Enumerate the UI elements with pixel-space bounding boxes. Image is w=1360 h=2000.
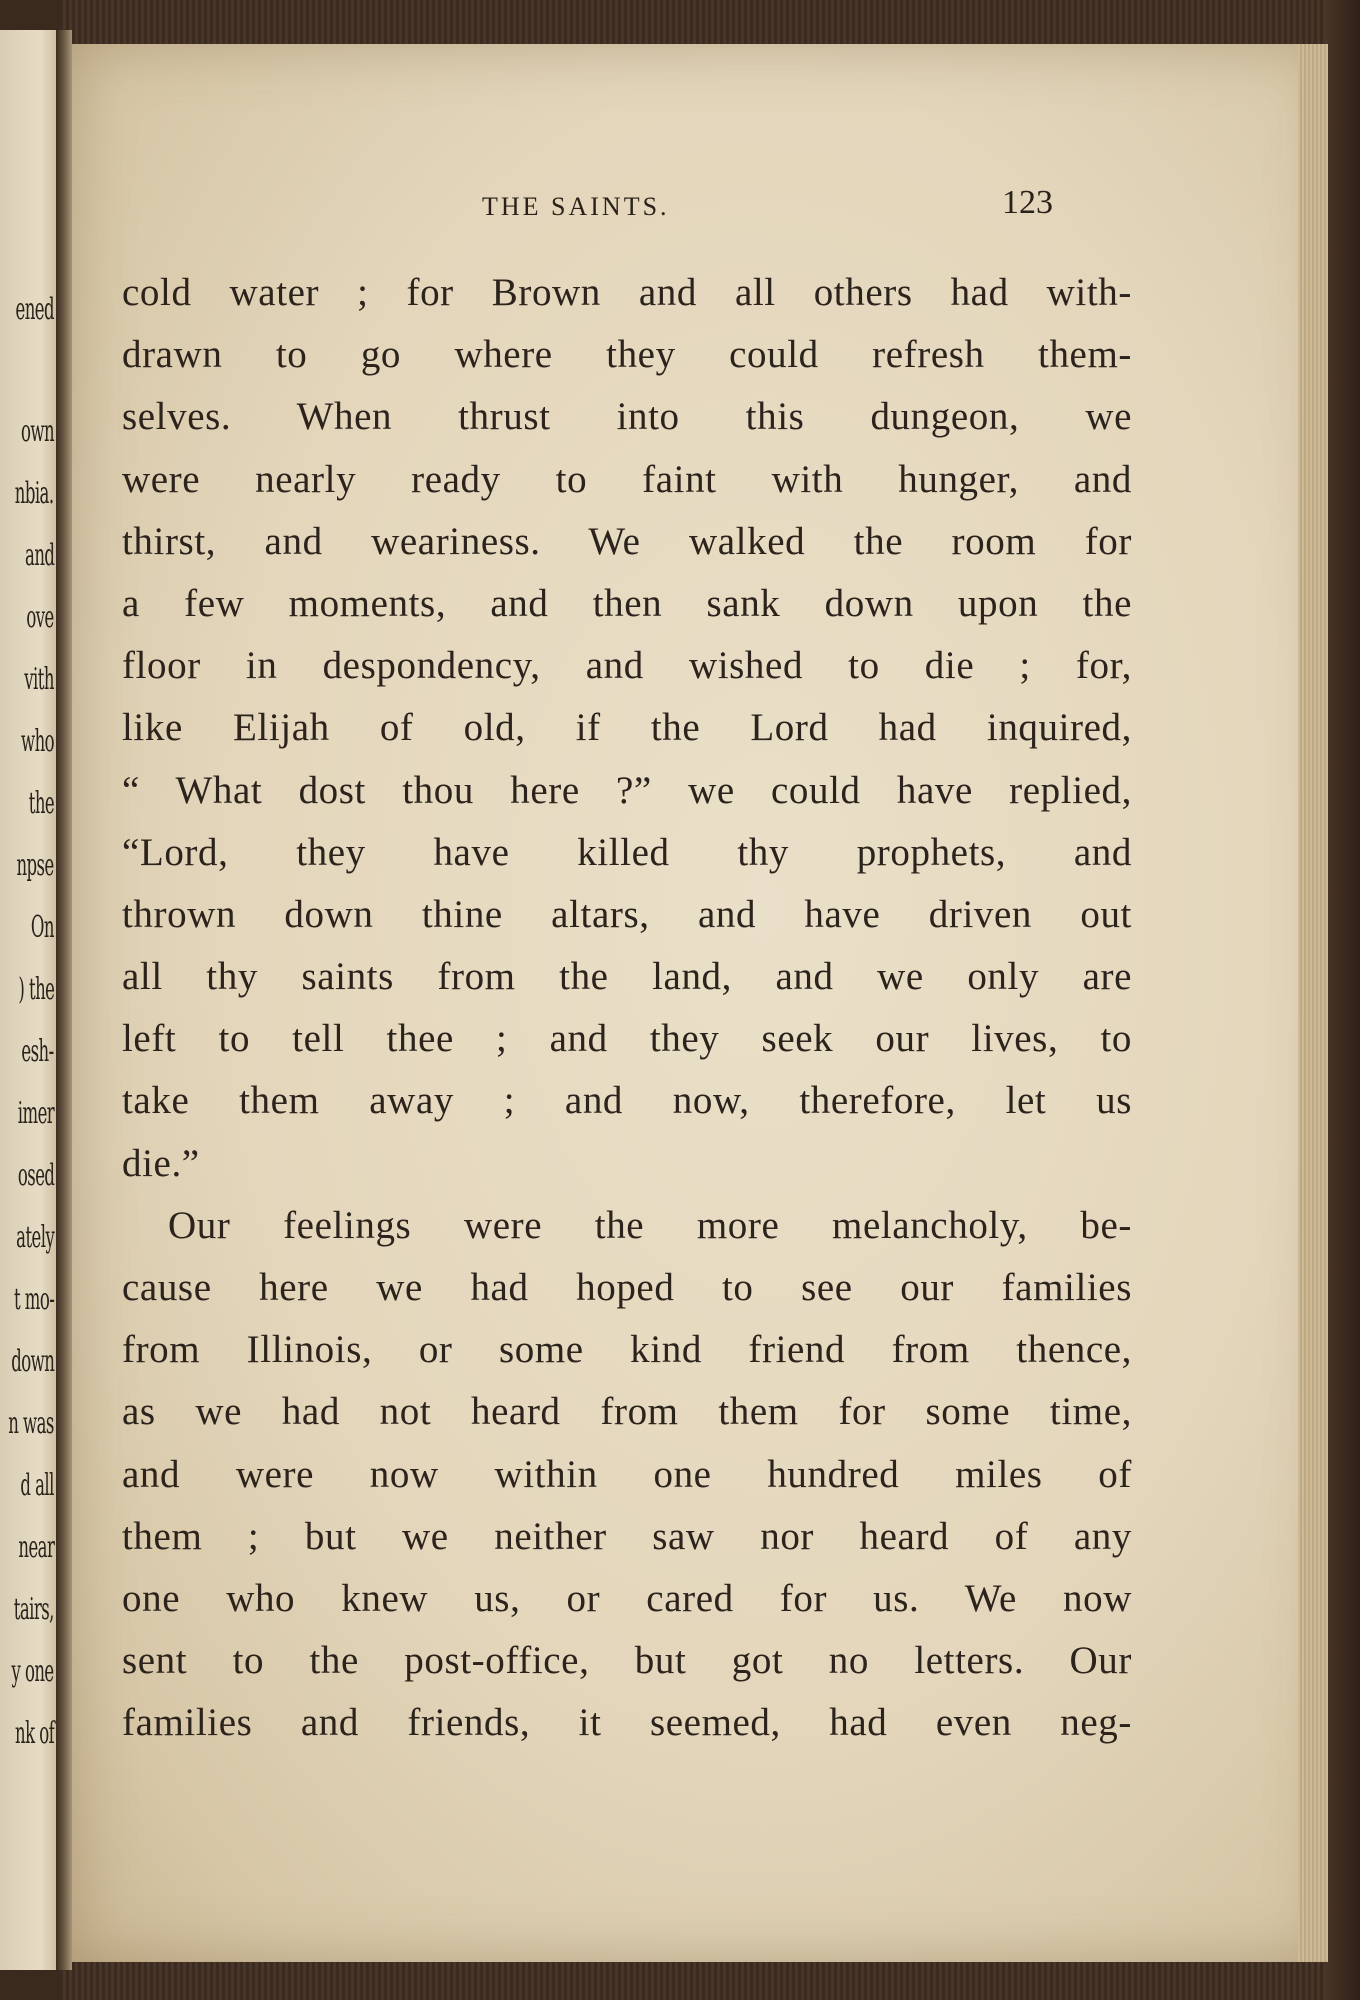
previous-page-fragment: who: [20, 724, 54, 759]
text-line: floor in despondency, and wished to die ; for,: [122, 644, 1132, 688]
text-line: from Illinois, or some kind friend from thence,: [122, 1328, 1132, 1372]
previous-page-fragment: t mo-: [13, 1282, 54, 1317]
previous-page-fragment: npse: [16, 848, 54, 883]
text-line: thirst, and weariness. We walked the room for: [122, 519, 1132, 563]
previous-page-fragment: nbia.: [15, 476, 54, 511]
previous-page-fragment: ) the: [18, 972, 54, 1007]
text-line: sent to the post-office, but got no letters. Our: [122, 1639, 1132, 1683]
previous-page-fragment: own: [20, 414, 54, 449]
text-line: “Lord, they have killed thy prophets, and: [122, 830, 1132, 874]
text-line: cause here we had hoped to see our families: [122, 1266, 1132, 1309]
previous-page-fragment: y one: [11, 1654, 54, 1689]
page-number: 123: [1002, 184, 1053, 221]
text-line: all thy saints from the land, and we only are: [122, 955, 1132, 999]
previous-page-fragment: nk of: [14, 1716, 54, 1751]
text-line: were nearly ready to faint with hunger, and: [122, 457, 1132, 501]
paragraph-1: [122, 262, 1132, 1195]
text-line: selves. When thrust into this dungeon, we: [122, 395, 1132, 439]
running-head-title: THE SAINTS.: [482, 192, 670, 221]
text-line: left to tell thee ; and they seek our lives, to: [122, 1017, 1132, 1061]
text-line: Our feelings were the more melancholy, be-: [168, 1203, 1132, 1247]
text-line: like Elijah of old, if the Lord had inquired,: [122, 706, 1132, 750]
previous-page-fragment: tairs,: [13, 1592, 54, 1627]
previous-page-fragment: down: [10, 1344, 54, 1379]
previous-page-fragment: the: [28, 786, 54, 821]
previous-page-fragment: d all: [20, 1468, 54, 1503]
previous-page-fragment: and: [24, 538, 54, 573]
text-line: “ What dost thou here ?” we could have replied,: [122, 768, 1132, 812]
text-line: die.”: [122, 1141, 200, 1185]
text-line: families and friends, it seemed, had even neg-: [122, 1701, 1132, 1745]
previous-page-fragment: ened: [15, 292, 54, 327]
previous-page-fragment: vith: [24, 662, 54, 697]
previous-page-fragment: esh-: [21, 1034, 54, 1069]
text-line: one who knew us, or cared for us. We now: [122, 1576, 1132, 1620]
previous-page-edge: [0, 30, 58, 1970]
text-line: thrown down thine altars, and have driven out: [122, 892, 1132, 936]
text-line: take them away ; and now, therefore, let us: [122, 1079, 1132, 1123]
previous-page-fragment: ately: [15, 1220, 54, 1255]
text-line: and were now within one hundred miles of: [122, 1452, 1132, 1496]
body-text: [122, 262, 1132, 1755]
book-page: [72, 44, 1328, 1962]
previous-page-fragment: On: [30, 910, 54, 945]
previous-page-fragment: osed: [17, 1158, 54, 1193]
previous-page-fragment: near: [18, 1530, 54, 1565]
paragraph-2: [122, 1195, 1132, 1755]
book-gutter: [56, 30, 72, 1970]
text-line: them ; but we neither saw nor heard of any: [122, 1514, 1132, 1558]
text-line: as we had not heard from them for some time,: [122, 1390, 1132, 1434]
page-stack-edge: [1298, 44, 1328, 1962]
text-line: cold water ; for Brown and all others had with-: [122, 271, 1132, 314]
previous-page-fragment: n was: [8, 1406, 54, 1441]
previous-page-fragment: ove: [26, 600, 54, 635]
previous-page-fragment: imer: [17, 1096, 54, 1131]
text-line: drawn to go where they could refresh them-: [122, 333, 1132, 377]
text-line: a few moments, and then sank down upon the: [122, 581, 1132, 625]
binding-right-edge: [1326, 0, 1360, 2000]
